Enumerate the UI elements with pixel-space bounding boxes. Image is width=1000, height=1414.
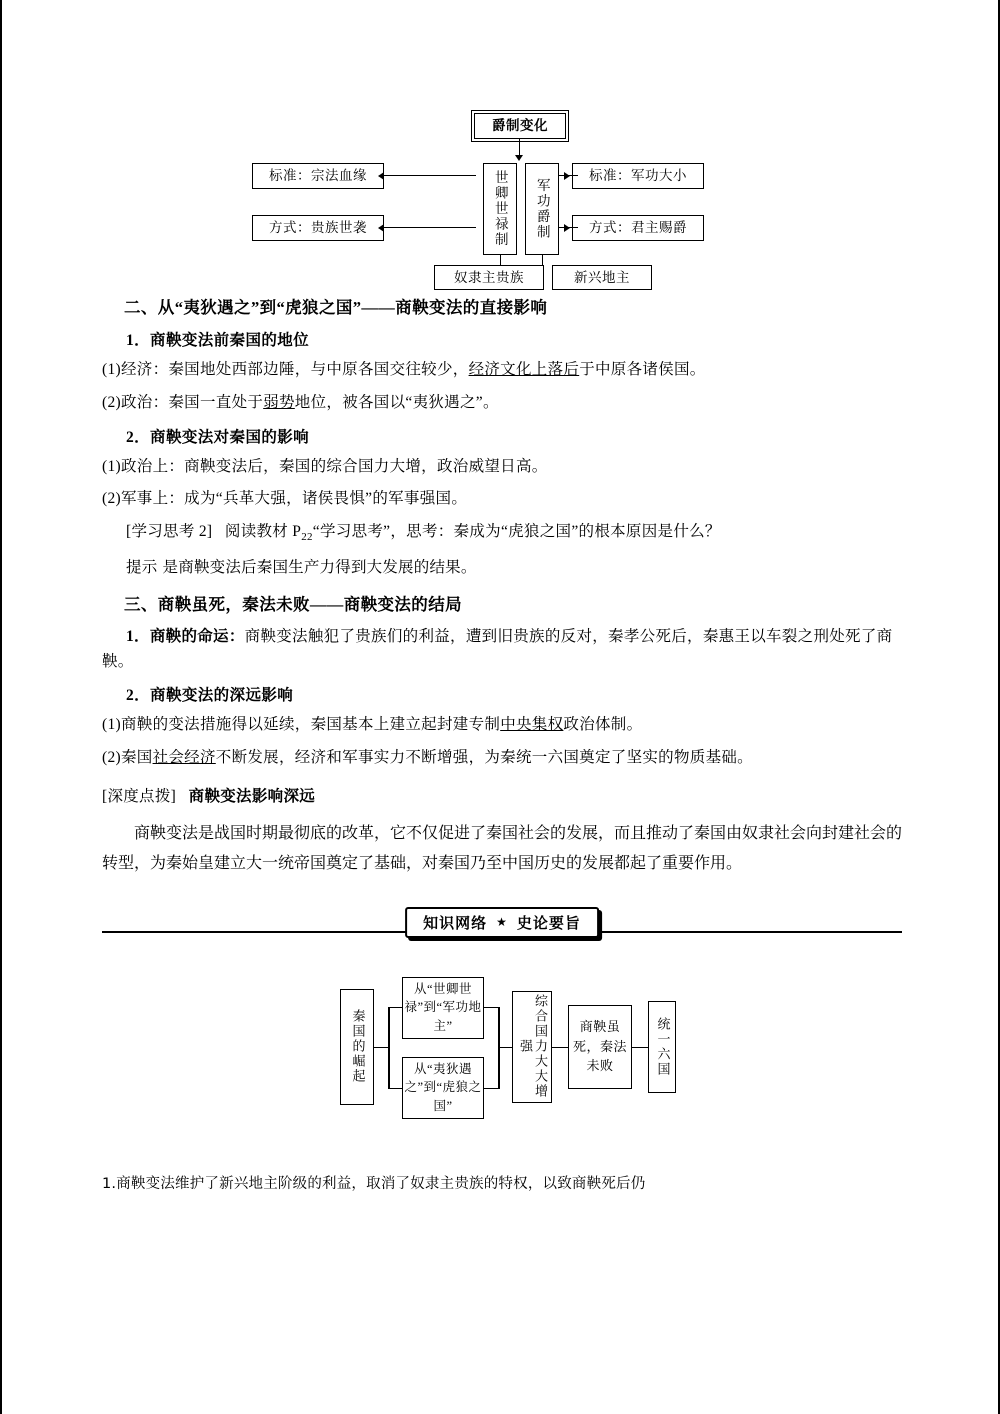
- text-economy-b: 于中原各诸侯国。: [579, 361, 706, 378]
- footnote-text: 1.商鞅变法维护了新兴地主阶级的利益，取消了奴隶主贵族的特权，以致商鞅死后仍: [102, 1175, 646, 1192]
- connector-1-top: [388, 1007, 402, 1009]
- diagram-node-left-center: 世卿世禄制: [483, 163, 517, 255]
- study-think-text-b: “学习思考”，思考：秦成为“虎狼之国”的根本原因是什么？: [312, 523, 721, 541]
- diagram-node-bottom-left: 奴隶主贵族: [434, 265, 544, 290]
- diagram-node-left-method: 方式：贵族世袭: [252, 215, 384, 241]
- section-3-item-1-label: 1．商鞅的命运：: [126, 627, 245, 645]
- text-economy2-a: (2)秦国: [102, 749, 153, 767]
- connector-1-vert: [388, 1007, 390, 1089]
- label-economy: (1)经济：: [102, 361, 169, 378]
- diagram-node-right-center: 军功爵制: [525, 163, 559, 255]
- network-node-5: 商鞅虽死，秦法未败: [568, 1005, 632, 1089]
- connector-left-method: [384, 227, 476, 228]
- section-2-item-1-2: [102, 391, 902, 416]
- knowledge-network-banner: [405, 907, 599, 938]
- arrow-title-down: [515, 155, 523, 161]
- study-think-block: [102, 520, 902, 547]
- hint-text: 是商鞅变法后秦国生产力得到大发展的结果。: [162, 557, 477, 576]
- arrow-left-method: [378, 224, 384, 232]
- study-think-page-number: 22: [301, 531, 313, 544]
- banner-left-label: 知识网络: [423, 913, 488, 932]
- arrow-left-standard: [378, 172, 384, 180]
- section-3-item-1-text: 商鞅变法触犯了贵族们的利益，遭到旧贵族的反对，秦孝公死后，秦惠王以车裂之刑处死了商鞅。: [102, 627, 893, 670]
- study-think-label: [学习思考 2]: [126, 523, 213, 541]
- text-economy-a: 秦国地处西部边陲，与中原各国交往较少，: [168, 361, 469, 378]
- label-politics: (2)政治：: [102, 393, 169, 411]
- page-content: [102, 0, 902, 1193]
- diagram-node-right-method: 方式：君主赐爵: [572, 215, 704, 241]
- text-measures-b: 政治体制。: [563, 716, 643, 734]
- text-politics-underline: 弱势: [263, 393, 295, 411]
- section-3-heading: 三、商鞅虽死，秦法未败——商鞅变法的结局: [124, 594, 462, 614]
- connector-4-5: [552, 1047, 568, 1049]
- text-economy-underline: 经济文化上落后: [468, 361, 580, 378]
- text-politics-a: 秦国一直处于: [168, 393, 264, 411]
- diagram-node-right-standard: 标准：军功大小: [572, 163, 704, 189]
- deep-note-label: [深度点拨]: [102, 788, 177, 806]
- deep-note-heading: [102, 785, 902, 810]
- knowledge-network-banner-wrap: [102, 901, 902, 947]
- diagram-jue-system: [102, 105, 902, 285]
- network-node-6: 统一六国: [648, 1001, 676, 1093]
- connector-2-out: [484, 1007, 498, 1009]
- section-2-item-2-2: (2)军事上：成为“兵革大强，诸侯畏惧”的军事强国。: [102, 490, 468, 508]
- section-2-heading: 二、从“夷狄遇之”到“虎狼之国”——商鞅变法的直接影响: [124, 298, 548, 317]
- section-3-item-2-2: [102, 746, 902, 771]
- section-2-item-1-1: [102, 358, 902, 383]
- connector-left-standard: [384, 175, 476, 176]
- deep-note-title: 商鞅变法影响深远: [188, 788, 316, 806]
- star-icon: ★: [496, 915, 508, 930]
- text-economy2-b: 不断发展，经济和军事实力不断增强，为秦统一六国奠定了坚实的物质基础。: [215, 749, 753, 767]
- text-politics-b: 地位，被各国以“夷狄遇之”。: [294, 393, 499, 411]
- text-economy2-underline: 社会经济: [152, 749, 216, 767]
- section-3-item-2-1: [102, 713, 902, 738]
- section-2-item-2-1: (1)政治上：商鞅变法后，秦国的综合国力大增，政治威望日高。: [102, 457, 548, 475]
- diagram-node-bottom-right: 新兴地主: [552, 265, 652, 290]
- network-node-4: 综合国力大大增强: [512, 991, 552, 1103]
- section-3-sub-2: 2．商鞅变法的深远影响: [126, 687, 294, 705]
- arrow-right-method: [564, 224, 570, 232]
- diagram-knowledge-network: [102, 961, 902, 1146]
- network-node-3: 从“夷狄遇之”到“虎狼之国”: [402, 1057, 484, 1119]
- section-3-item-1: [102, 625, 902, 675]
- connector-1-bot: [388, 1088, 402, 1090]
- text-measures-a: (1)商鞅的变法措施得以延续，秦国基本上建立起封建专制: [102, 716, 501, 734]
- network-node-1: 秦国的崛起: [340, 989, 374, 1105]
- arrow-right-standard: [564, 172, 570, 180]
- banner-right-label: 史论要旨: [516, 913, 581, 932]
- deep-note-text: 商鞅变法是战国时期最彻底的改革，它不仅促进了秦国社会的发展，而且推动了秦国由奴隶社会向封建社会的转型，为秦始皇建立大一统帝国奠定了基础，对秦国乃至中国历史的发展都起了重要作用。: [102, 822, 903, 873]
- connector-3-out: [484, 1088, 498, 1090]
- diagram-node-title: 爵制变化: [474, 113, 566, 139]
- hint-label: 提示: [126, 557, 158, 576]
- connector-5-6: [632, 1047, 648, 1049]
- text-measures-underline: 中央集权: [500, 716, 564, 734]
- section-2-sub-1: 1．商鞅变法前秦国的地位: [126, 332, 310, 349]
- hint-block: [126, 555, 902, 577]
- section-2-sub-2: 2．商鞅变法对秦国的影响: [126, 428, 310, 446]
- diagram-node-left-standard: 标准：宗法血缘: [252, 163, 384, 189]
- connector-1: [374, 1047, 388, 1049]
- study-think-text-a: 阅读教材 P: [224, 523, 302, 541]
- connector-merge-out: [498, 1047, 512, 1049]
- network-node-2: 从“世卿世禄”到“军功地主”: [402, 977, 484, 1039]
